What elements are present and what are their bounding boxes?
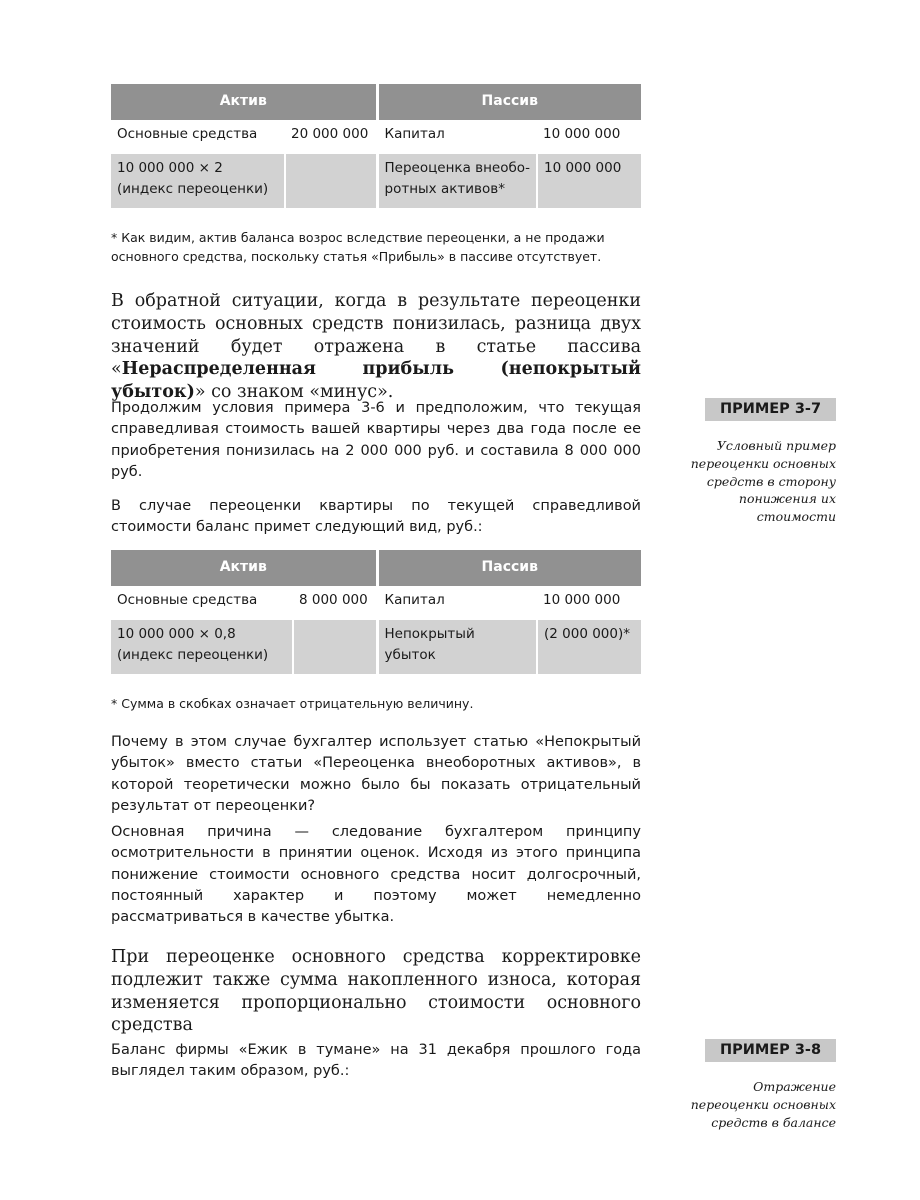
header-aktiv: Актив [111, 550, 377, 586]
liability-label: Непокрытый убыток [377, 620, 537, 674]
liability-value: 10 000 000 [543, 126, 621, 142]
table-row [111, 620, 641, 674]
table-header-row [111, 550, 641, 586]
table-header-row [111, 84, 641, 120]
liability-label: Переоценка внеобо- ротных активов* [377, 154, 537, 208]
liability-value: 10 000 000 [543, 592, 621, 608]
liability-value: (2 000 000)* [537, 620, 641, 674]
balance-table-1 [111, 84, 641, 208]
asset-label: Основные средства [117, 592, 258, 608]
asset-value: 8 000 000 [299, 592, 368, 608]
asset-value [293, 620, 377, 674]
header-aktiv: Актив [111, 84, 377, 120]
paragraph-serif-1 [111, 290, 641, 404]
balance-table-2 [111, 550, 641, 674]
example-badge-3-7: ПРИМЕР 3-7 [705, 398, 836, 421]
table-row [111, 120, 641, 154]
liability-label: Капитал [377, 120, 537, 154]
paragraph-text: » со знаком «минус». [194, 382, 394, 402]
example-caption-3-7: Условный пример переоценки основных средств в сторону понижения их стоимости [690, 438, 836, 524]
table-row [111, 586, 641, 620]
paragraph-7: Баланс фирмы «Ежик в тумане» на 31 декабря прошлого года выглядел таким образом, руб.: [111, 1042, 641, 1080]
example-badge-3-8: ПРИМЕР 3-8 [705, 1039, 836, 1062]
asset-label: 10 000 000 × 2 (индекс переоценки) [111, 154, 285, 208]
footnote-1: * Как видим, актив баланса возрос вследствие переоценки, а не продажи основного средства, поскольку статья «Прибыль» в пассиве отсутствует. [111, 230, 605, 265]
asset-value [285, 154, 377, 208]
header-passiv: Пассив [377, 84, 641, 120]
paragraph-3: В случае переоценки квартиры по текущей справедливой стоимости баланс примет следующий вид, руб.: [111, 498, 641, 536]
paragraph-4: Почему в этом случае бухгалтер использует статью «Непокрытый убыток» вместо статьи «Переоценка внеоборотных активов», в которой теоретически можно было бы показать отрицательный результат от переоценки? [111, 734, 641, 814]
bold-term: Нераспределенная прибыль (непокрытый убыток) [111, 359, 641, 402]
paragraph-text: В обратной ситуации, когда в результате переоценки стоимость основных средств понизилась, разница двух значений будет отражена в статье пассива « [111, 291, 641, 380]
footnote-2: * Сумма в скобках означает отрицательную величину. [111, 696, 474, 711]
header-passiv: Пассив [377, 550, 641, 586]
paragraph-serif-2: При переоценке основного средства корректировке подлежит также сумма накопленного износа, которая изменяется пропорционально стоимости основного средства [111, 947, 641, 1036]
asset-value: 20 000 000 [291, 126, 369, 142]
liability-value: 10 000 000 [537, 154, 641, 208]
liability-label: Капитал [377, 586, 537, 620]
paragraph-5: Основная причина — следование бухгалтером принципу осмотрительности в принятии оценок. Исходя из этого принципа понижение стоимости основного средства носит долгосрочный, постоянный характер и поэтому может немедленно рассматриваться в качестве убытка. [111, 824, 641, 926]
table-row [111, 154, 641, 208]
paragraph-2: Продолжим условия примера 3-6 и предположим, что текущая справедливая стоимость вашей квартиры через два года после ее приобретения понизилась на 2 000 000 руб. и составила 8 000 000 руб. [111, 400, 641, 480]
asset-label: 10 000 000 × 0,8 (индекс переоценки) [111, 620, 293, 674]
example-caption-3-8: Отражение переоценки основных средств в балансе [690, 1079, 836, 1130]
asset-label: Основные средства [117, 126, 258, 142]
